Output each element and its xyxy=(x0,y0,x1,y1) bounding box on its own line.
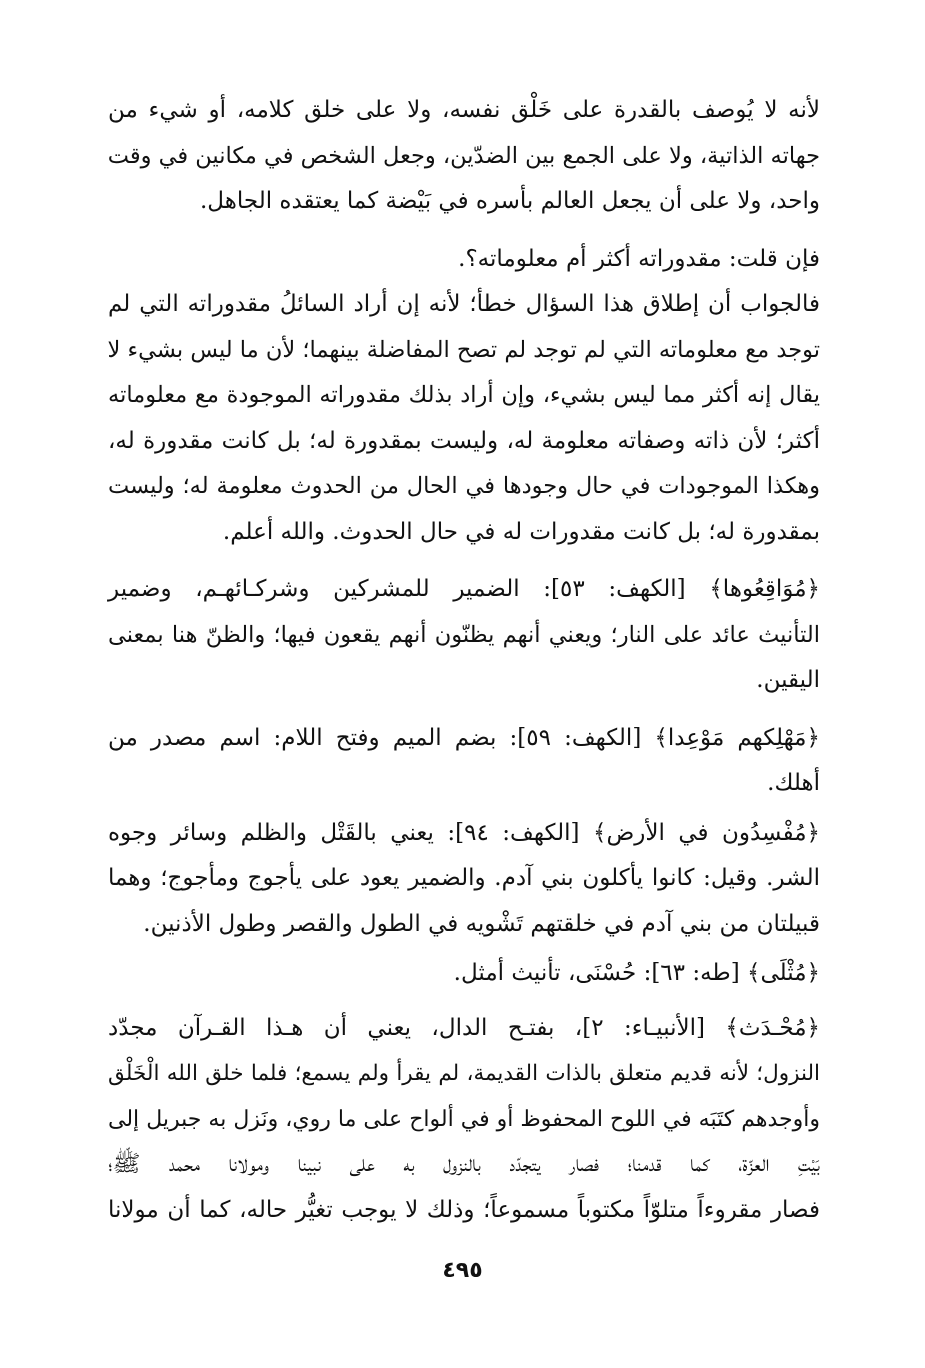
text-line: جهاته الذاتية، ولا على الجمع بين الضدّين، وجعل الشخص في مكانين في وقت xyxy=(107,142,820,169)
text-line: اليقين. xyxy=(756,667,820,693)
text-line: أكثر؛ لأن ذاته وصفاته معلومة له، وليست بمقدورة له؛ بل كانت مقدورة له، xyxy=(108,427,820,454)
paragraph-question xyxy=(108,237,820,283)
text-line: قبيلتان من بني آدم في خلقتهم تَشْويه في الطول والقصر وطول الأذنين. xyxy=(143,910,820,937)
text-line: توجد مع معلوماته التي لم توجد لم تصح المفاضلة بينهما؛ لأن ما ليس بشيء لا xyxy=(107,336,820,363)
text-line: الشر. وقيل: كانوا يأكلون بني آدم. والضمير يعود على يأجوج ومأجوج؛ وهما xyxy=(108,865,820,891)
entry-muwaqiuha xyxy=(108,567,820,704)
text-line: يقال إنه أكثر مما ليس بشيء، وإن أراد بذلك مقدوراته الموجودة مع معلوماته xyxy=(108,382,820,408)
text-line: أهلك. xyxy=(767,770,820,796)
text-line: فإن قلت: مقدوراته أكثر أم معلوماته؟. xyxy=(458,245,820,272)
text-line: ﴿مُفْسِدُون في الأرض﴾ [الكهف: ٩٤]: يعني بالقَتْل والظلم وسائر وجوه xyxy=(108,819,821,846)
text-line: فالجواب أن إطلاق هذا السؤال خطأ؛ لأنه إن أراد السائلُ مقدوراته التي لم xyxy=(108,291,820,317)
text-line: النزول؛ لأنه قديم متعلق بالذات القديمة، لم يقرأ ولم يسمع؛ فلما خلق الله الْخَلْق xyxy=(108,1061,820,1086)
entry-mahlikihim xyxy=(108,716,820,807)
entry-muhdath xyxy=(108,1006,820,1234)
text-line: ﴿مَهْلِكهم مَوْعِدا﴾ [الكهف: ٥٩]: بضم الميم وفتح اللام: اسم مصدر من xyxy=(108,724,820,751)
paragraph-answer xyxy=(108,282,820,555)
text-line: بمقدورة له؛ بل كانت مقدورات له في حال الحدوث. والله أعلم. xyxy=(222,518,820,545)
text-line: وهكذا الموجودات في حال وجودها في الحال من الحدوث معلومة له؛ وليست xyxy=(108,473,820,499)
text-line: لأنه لا يُوصف بالقدرة على خَلْق نفسه، ولا على خلق كلامه، أو شيء من xyxy=(108,97,820,123)
text-line: فصار مقروءاً متلوّاً مكتوباً مسموعاً؛ وذلك لا يوجب تغيُّر حاله، كما أن مولانا xyxy=(108,1196,820,1223)
page-number: ٤٩٥ xyxy=(442,1258,483,1283)
entry-muthla xyxy=(108,951,820,997)
text-line: وأوجدهم كتَبَه في اللوح المحفوظ أو في ألواح على ما روي، ونَزل به جبريل إلى xyxy=(108,1106,820,1132)
text-line: واحد، ولا على أن يجعل العالم بأسره في بَيْضة كما يعتقده الجاهل. xyxy=(200,188,820,214)
paragraph-qudra xyxy=(108,88,820,225)
text-line: التأنيث عائد على النار؛ ويعني أنهم يظنّون أنهم يقعون فيها؛ والظنّ هنا بمعنى xyxy=(108,621,820,648)
text-line: بَيْتِ العزّة، كما قدمنا؛ فصار يتجدّد بالنزول به على نبينا ومولانا محمد ﷺ؛ xyxy=(108,1151,820,1177)
text-line: ﴿مُثْلَى﴾ [طه: ٦٣]: حُسْنَى، تأنيث أمثل. xyxy=(453,960,820,986)
text-line: ﴿مُحْـدَث﴾ [الأنبيـاء: ٢]، بفتـح الدال، يعني أن هـذا القـرآن مجدّد xyxy=(108,1014,820,1041)
page-body xyxy=(108,88,820,1233)
text-line: ﴿مُوَاقِعُوها﴾ [الكهف: ٥٣]: الضمير للمشركين وشركـائهـم، وضمير xyxy=(108,576,820,602)
entry-mufsidun xyxy=(108,811,820,948)
